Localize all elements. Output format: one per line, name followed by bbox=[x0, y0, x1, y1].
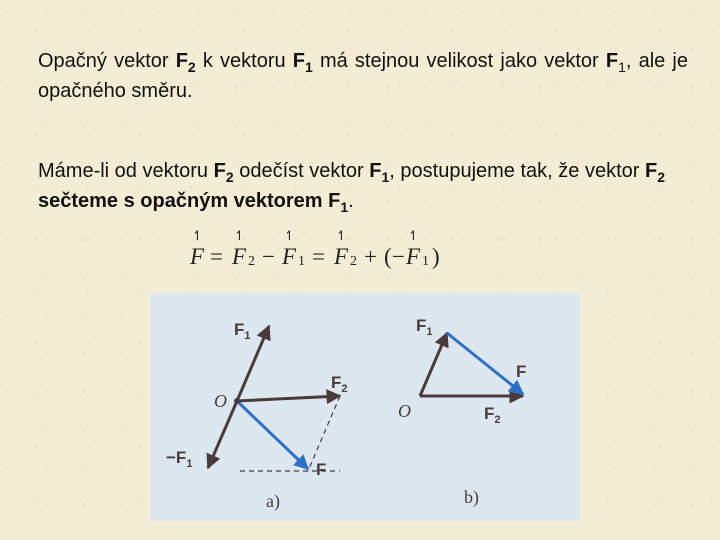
eq-F2: ↿ F bbox=[232, 244, 246, 270]
paragraph-subtraction bbox=[38, 156, 688, 216]
eq-F1: ↿ F bbox=[282, 244, 296, 270]
text: odečíst vektor bbox=[233, 160, 370, 182]
label-F: F bbox=[316, 460, 327, 479]
vector-F2-arrow bbox=[237, 396, 340, 401]
vector-F-arrow bbox=[237, 401, 308, 469]
eq-equals: = bbox=[312, 244, 325, 269]
label-neg-F1: $-F_1$ bbox=[166, 448, 193, 470]
eq-lparen: ( bbox=[384, 244, 392, 269]
text: Opačný vektor bbox=[38, 50, 176, 72]
label-F1: $F_1$ bbox=[416, 316, 433, 338]
subscript: 1 bbox=[618, 59, 626, 75]
label-O: O bbox=[398, 401, 411, 421]
paragraph-opposite-vector bbox=[38, 46, 688, 106]
vector-f2: $F_2$ bbox=[644, 160, 665, 185]
eq-F: ↿ F bbox=[190, 244, 204, 270]
caption-b: b) bbox=[464, 487, 479, 507]
vector-f1: F bbox=[605, 50, 619, 72]
vector-diagram bbox=[150, 293, 580, 521]
eq-equals: = bbox=[210, 244, 223, 269]
label-O: O bbox=[214, 391, 227, 411]
eq-sub: 1 bbox=[422, 254, 429, 269]
bold-phrase: sečteme s opačným vektorem $F_1$ bbox=[38, 190, 349, 215]
eq-sub: 2 bbox=[350, 254, 357, 269]
eq-sub: 1 bbox=[298, 254, 305, 269]
vector-F-arrow bbox=[447, 333, 523, 394]
eq-F2: ↿ F bbox=[334, 244, 348, 270]
text: má stejnou velikost jako vektor bbox=[312, 50, 606, 72]
eq-F1: ↿ F bbox=[406, 244, 420, 270]
text: , ale je opačného směru. bbox=[38, 50, 688, 102]
vector-f1: $F_1$ bbox=[292, 50, 313, 75]
label-F2: $F_2$ bbox=[484, 404, 501, 426]
caption-a: a) bbox=[266, 491, 280, 511]
text: k vektoru bbox=[195, 50, 293, 72]
eq-minus: − bbox=[262, 244, 275, 269]
label-F1: $F_1$ bbox=[234, 320, 251, 342]
eq-sub: 2 bbox=[248, 254, 255, 269]
vector-equation bbox=[186, 230, 456, 276]
vector-figure bbox=[150, 293, 580, 521]
eq-plus: + bbox=[364, 244, 377, 269]
label-F: F bbox=[516, 362, 527, 381]
origin-point bbox=[234, 398, 240, 404]
panel-b bbox=[398, 316, 526, 508]
text: , postupujeme tak, že vektor bbox=[389, 160, 645, 182]
eq-rparen: ) bbox=[432, 244, 440, 269]
vector-f2: $F_2$ bbox=[213, 160, 234, 185]
panel-a bbox=[166, 320, 348, 512]
text: . bbox=[348, 190, 354, 212]
label-F2: $F_2$ bbox=[331, 373, 348, 395]
vector-f1: $F_1$ bbox=[369, 160, 390, 185]
text: Máme-li od vektoru bbox=[38, 160, 214, 182]
eq-neg: − bbox=[392, 244, 405, 269]
vector-F1-arrow bbox=[420, 333, 447, 396]
vector-f2: $F_2$ bbox=[175, 50, 196, 75]
vector-neg-F1-arrow bbox=[208, 401, 237, 468]
